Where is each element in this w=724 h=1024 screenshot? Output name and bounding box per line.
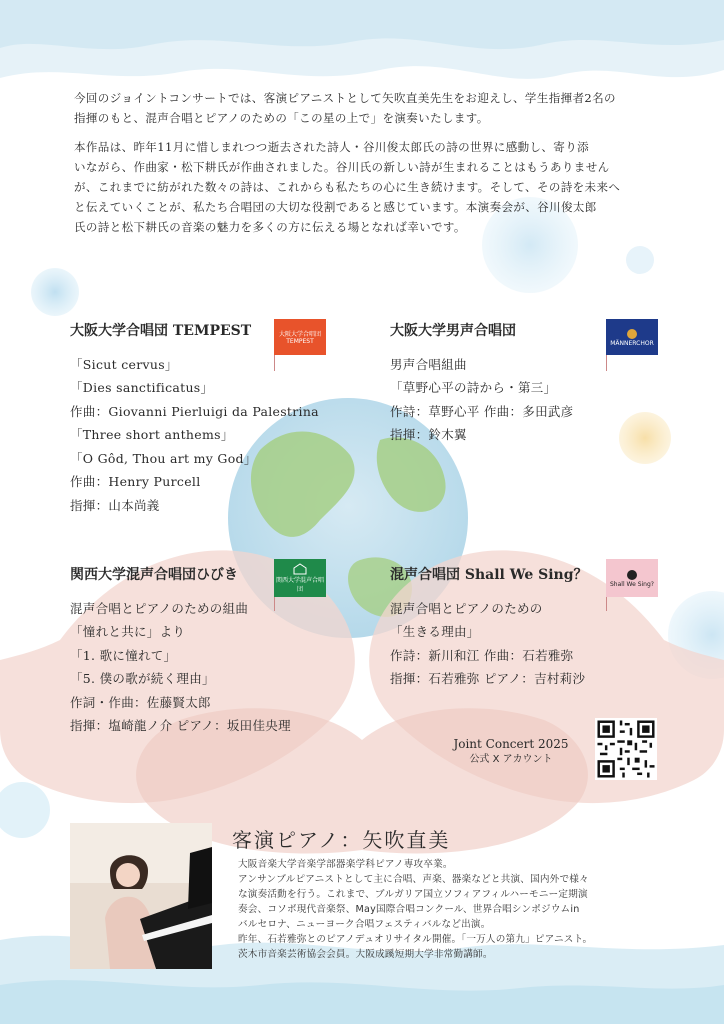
bio-line: な演奏活動を行う。これまで、ブルガリア国立ソフィアフィルハーモニー定期演 xyxy=(238,889,588,900)
tempest-logo xyxy=(274,319,326,355)
choir-name-male: 大阪大学男声合唱団 xyxy=(390,323,516,339)
program-line: 「生きる理由」 xyxy=(390,624,480,639)
bio-line: 奏会、コソボ現代音楽祭、May国際合唱コンクール、世界合唱シンポジウムin xyxy=(238,904,580,915)
circle-emblem-icon xyxy=(626,569,638,581)
choir-name-shallwesing: 混声合唱団 Shall We Sing？ xyxy=(390,567,588,583)
joint-concert-label xyxy=(436,737,586,767)
intro-p1-line-2: 指揮のもと、混声合唱とピアノのための「この星の上で」を演奏いたします。 xyxy=(74,111,489,125)
bio-line: 茨木市音楽芸術協会会員。大阪成蹊短期大学非常勤講師。 xyxy=(238,949,493,960)
intro-p2-line-2: いながら、作曲家・松下耕氏が作曲されました。谷川氏の新しい詩が生まれることはもうありません xyxy=(74,160,610,174)
pianist-bio xyxy=(238,857,658,962)
program-line: 「Three short anthems」 xyxy=(70,427,234,442)
intro-paragraph-2 xyxy=(74,137,656,237)
bio-line: アンサンブルピアニストとして主に合唱、声楽、器楽などと共演、国内外で様々 xyxy=(238,874,589,885)
bio-line: 大阪音楽大学音楽学部器楽学科ピアノ専攻卒業。 xyxy=(238,859,453,870)
program-line: 作詩：新川和江 作曲：石若雅弥 xyxy=(390,647,574,663)
joint-concert-title: Joint Concert 2025 xyxy=(453,737,569,751)
program-line: 指揮：塩崎龍ノ介 ピアノ：坂田佳央理 xyxy=(70,718,291,733)
intro-text xyxy=(74,88,656,246)
program-line: 「草野心平の詩から・第三」 xyxy=(390,380,557,395)
building-icon xyxy=(293,563,307,575)
program-line: 「Sicut cervus」 xyxy=(70,356,178,372)
bio-line: バルセロナ、ニューヨーク合唱フェスティバルなど出演。 xyxy=(238,919,491,930)
shallwesing-logo-text: Shall We Sing? xyxy=(610,580,654,588)
program-line: 作曲：Giovanni Pierluigi da Palestrina xyxy=(70,403,319,419)
program-line: 「5. 僕の歌が続く理由」 xyxy=(70,671,215,686)
flag-pole xyxy=(606,355,607,371)
intro-paragraph-1 xyxy=(74,88,656,128)
choir-block-shallwesing xyxy=(390,564,588,691)
hibiki-logo xyxy=(274,559,326,597)
program-line: 混声合唱とピアノのための xyxy=(390,600,543,616)
program-line: 作詩：草野心平 作曲：多田武彦 xyxy=(390,403,574,419)
intro-p2-line-1: 本作品は、昨年11月に惜しまれつつ逝去された詩人・谷川俊太郎氏の詩の世界に感動し、寄り添 xyxy=(74,140,589,154)
program-line: 指揮：山本尚義 xyxy=(70,497,160,513)
program-line: 混声合唱とピアノのための組曲 xyxy=(70,600,249,616)
choir-name-hibiki: 関西大学混声合唱団ひびき xyxy=(70,567,238,583)
program-line: 作詞・作曲：佐藤賢太郎 xyxy=(70,694,211,710)
pianist-photo xyxy=(70,823,212,969)
pianist-title: 客演ピアノ：矢吹直美 xyxy=(232,828,451,852)
crest-icon xyxy=(626,328,638,340)
hibiki-logo-text: 関西大学混声合唱団 xyxy=(275,577,324,593)
choir-name-tempest: 大阪大学合唱団 TEMPEST xyxy=(70,323,252,339)
intro-p2-line-3: が、これまでに紡がれた数々の詩は、これからも私たちの心に生き続けます。そして、その詩を未来へ xyxy=(74,180,621,194)
program-line: 「Dies sanctificatus」 xyxy=(70,380,214,395)
choir-block-hibiki xyxy=(70,564,291,738)
pianist-image xyxy=(70,823,212,969)
program-line: 「憧れと共に」より xyxy=(70,624,186,639)
program-line: 男声合唱組曲 xyxy=(390,356,467,372)
flag-pole xyxy=(274,355,275,371)
program-line: 作曲：Henry Purcell xyxy=(70,474,201,489)
program-line: 指揮：石若雅弥 ピアノ：吉村莉沙 xyxy=(390,671,586,686)
male-choir-logo xyxy=(606,319,658,355)
flag-pole xyxy=(274,597,275,611)
intro-p2-line-4: と伝えていくことが、私たち合唱団の大切な役割であると感じています。本演奏会が、谷川俊太郎 xyxy=(74,200,597,214)
joint-concert-subtitle: 公式 X アカウント xyxy=(469,754,553,765)
program-line: 指揮：鈴木翼 xyxy=(390,427,467,442)
bio-line: 昨年、石若雅弥とのピアノデュオリサイタル開催。「一万人の第九」ピアニスト。 xyxy=(238,934,593,945)
program-line: 「1. 歌に憧れて」 xyxy=(70,647,177,663)
choir-block-male xyxy=(390,320,573,447)
intro-p2-line-5: 氏の詩と松下耕氏の音楽の魅力を多くの方に伝える場となれば幸いです。 xyxy=(74,220,466,234)
qr-code[interactable] xyxy=(595,718,657,780)
shallwesing-logo xyxy=(606,559,658,597)
intro-p1-line-1: 今回のジョイントコンサートでは、客演ピアニストとして矢吹直美先生をお迎えし、学生指揮者2名の xyxy=(74,91,616,105)
program-line: 「O Gôd, Thou art my God」 xyxy=(70,450,257,466)
flag-pole xyxy=(606,597,607,611)
tempest-logo-text: 大阪大学合唱団 TEMPEST xyxy=(278,331,321,345)
male-choir-logo-text: MÄNNERCHOR xyxy=(610,339,654,347)
